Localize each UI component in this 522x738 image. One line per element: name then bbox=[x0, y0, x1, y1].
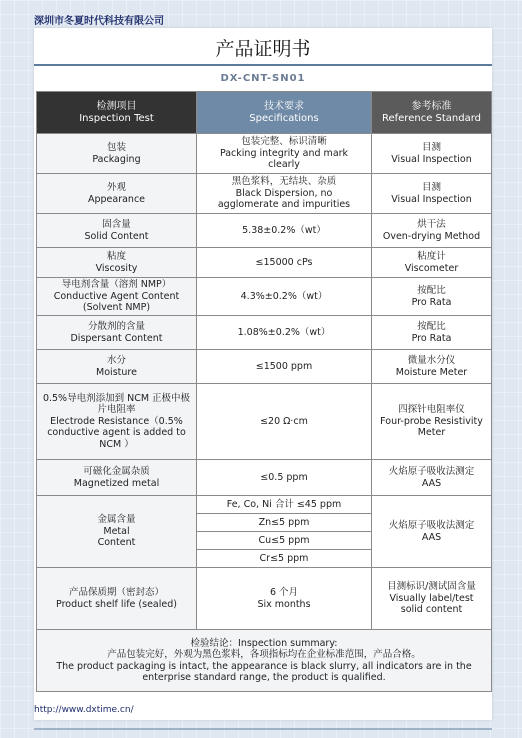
metal-ref-cell bbox=[372, 496, 492, 568]
reference-line: 四探针电阻率仪 bbox=[398, 404, 465, 416]
header-specifications bbox=[197, 92, 372, 134]
item-name-en: Solid Content bbox=[84, 230, 149, 242]
website-link[interactable]: http://www.dxtime.cn/ bbox=[34, 705, 134, 715]
reference-line: Viscometer bbox=[404, 262, 459, 274]
metal-item-en1: Metal bbox=[103, 525, 130, 537]
specification-cell bbox=[197, 316, 372, 350]
table-row bbox=[37, 316, 492, 350]
specification-line: ≤15000 cPs bbox=[255, 256, 313, 268]
shelf-item-cell bbox=[37, 568, 197, 630]
reference-line: AAS bbox=[421, 477, 442, 489]
document-title: 产品证明书 bbox=[215, 38, 311, 60]
shelf-ref-line: 目测标识/测试固含量 bbox=[387, 581, 476, 593]
inspection-item-cell bbox=[37, 134, 197, 174]
item-name-cn: 分散剂的含量 bbox=[87, 321, 145, 333]
specification-cell bbox=[197, 214, 372, 248]
reference-line: 火焰原子吸收法测定 bbox=[388, 466, 475, 478]
reference-cell bbox=[372, 174, 492, 214]
metal-item-cn: 金属含量 bbox=[97, 514, 136, 526]
reference-line: 按配比 bbox=[417, 285, 446, 297]
metal-sub-spec: Fe, Co, Ni 合计 ≤45 ppm bbox=[197, 496, 372, 514]
reference-line: Visual Inspection bbox=[391, 153, 472, 165]
item-name-en: Dispersant Content bbox=[70, 332, 163, 344]
reference-cell bbox=[372, 384, 492, 460]
metal-sub-spec: Cu≤5 ppm bbox=[197, 532, 372, 550]
specification-line: 包装完整、标识清晰 bbox=[241, 136, 327, 148]
inspection-item-cell bbox=[37, 248, 197, 278]
item-name-en: Magnetized metal bbox=[73, 477, 160, 489]
shelf-spec-cn: 6 个月 bbox=[269, 587, 299, 599]
table-row bbox=[37, 460, 492, 496]
specification-line: ≤20 Ω·cm bbox=[260, 415, 308, 427]
metal-item-en2: Content bbox=[97, 537, 136, 549]
item-name-cn: 固含量 bbox=[102, 219, 131, 231]
specification-cell bbox=[197, 278, 372, 316]
item-name-en: Conductive Agent Content (Solvent NMP) bbox=[53, 290, 180, 314]
item-name-cn: 可磁化金属杂质 bbox=[83, 466, 150, 478]
specification-line: agglomerate and impurities bbox=[217, 199, 351, 211]
specification-line: 1.08%±0.2%（wt） bbox=[237, 326, 331, 338]
specification-table bbox=[36, 91, 492, 692]
item-name-cn: 导电剂含量（溶剂 NMP） bbox=[61, 279, 172, 291]
reference-cell bbox=[372, 460, 492, 496]
specification-line: Packing integrity and mark bbox=[219, 147, 349, 159]
reference-line: 目测 bbox=[421, 142, 441, 154]
specification-cell bbox=[197, 174, 372, 214]
reference-line: Oven-drying Method bbox=[382, 230, 481, 242]
inspection-item-cell bbox=[37, 278, 197, 316]
table-row-shelf-life bbox=[37, 568, 492, 630]
table-row bbox=[37, 214, 492, 248]
title-divider bbox=[34, 64, 492, 66]
reference-line: Four-probe Resistivity bbox=[380, 415, 483, 427]
metal-item-cell bbox=[37, 496, 197, 568]
metal-ref-en: AAS bbox=[421, 531, 442, 543]
table-row bbox=[37, 384, 492, 460]
shelf-ref-line: Visually label/test bbox=[389, 592, 474, 604]
specification-line: clearly bbox=[268, 159, 300, 171]
item-name-cn: 0.5%导电剂添加到 NCM 正极中极片电阻率 bbox=[42, 393, 191, 416]
specification-cell bbox=[197, 248, 372, 278]
table-header-row bbox=[37, 92, 492, 134]
specification-line: ≤0.5 ppm bbox=[260, 471, 308, 483]
table-row bbox=[37, 248, 492, 278]
reference-line: Moisture Meter bbox=[395, 366, 468, 378]
table-row-summary bbox=[37, 630, 492, 692]
header-reference-standard bbox=[372, 92, 492, 134]
reference-line: 按配比 bbox=[417, 321, 446, 333]
header-inspection-test bbox=[37, 92, 197, 134]
shelf-item-cn: 产品保质期（密封态） bbox=[68, 587, 164, 599]
item-name-cn: 包装 bbox=[106, 142, 126, 154]
metal-ref-cn: 火焰原子吸收法测定 bbox=[388, 520, 475, 532]
inspection-item-cell bbox=[37, 460, 197, 496]
specification-line: ≤1500 ppm bbox=[255, 360, 313, 372]
item-name-cn: 粘度 bbox=[106, 251, 126, 263]
item-name-en: Viscosity bbox=[95, 262, 138, 274]
table-row bbox=[37, 350, 492, 384]
specification-line: Black Dispersion, no bbox=[235, 187, 333, 199]
reference-cell bbox=[372, 214, 492, 248]
item-name-en: Electrode Resistance（0.5% conductive agent is added to NCM ） bbox=[47, 415, 186, 450]
shelf-ref-cell bbox=[372, 568, 492, 630]
shelf-spec-en: Six months bbox=[257, 598, 311, 610]
specification-cell bbox=[197, 350, 372, 384]
header-test-cn: 检测项目 bbox=[96, 100, 137, 112]
reference-line: 目测 bbox=[421, 182, 441, 194]
item-name-cn: 水分 bbox=[106, 355, 126, 367]
inspection-summary bbox=[37, 630, 492, 692]
table-row-metal bbox=[37, 496, 492, 514]
reference-cell bbox=[372, 316, 492, 350]
inspection-item-cell bbox=[37, 316, 197, 350]
shelf-ref-line: solid content bbox=[400, 604, 463, 616]
item-name-en: Packaging bbox=[92, 153, 141, 165]
reference-cell bbox=[372, 350, 492, 384]
specification-line: 5.38±0.2%（wt） bbox=[242, 224, 326, 236]
specification-line: 黑色浆料，无结块、杂质 bbox=[231, 176, 337, 188]
inspection-item-cell bbox=[37, 214, 197, 248]
reference-line: Pro Rata bbox=[411, 296, 452, 308]
product-code: DX-CNT-SN01 bbox=[220, 73, 306, 84]
metal-sub-spec: Cr≤5 ppm bbox=[197, 550, 372, 568]
inspection-item-cell bbox=[37, 350, 197, 384]
summary-en: The product packaging is intact, the appearance is black slurry, all indicators are in the enterprise standard range, the product is qualified. bbox=[56, 660, 472, 683]
header-spec-cn: 技术要求 bbox=[264, 100, 304, 112]
summary-label: 检验结论：Inspection summary: bbox=[190, 637, 338, 649]
reference-line: 粘度计 bbox=[417, 251, 446, 263]
specification-cell bbox=[197, 134, 372, 174]
summary-cn: 产品包装完好，外观为黑色浆料，各项指标均在企业标准范围，产品合格。 bbox=[107, 649, 421, 661]
specification-line: 4.3%±0.2%（wt） bbox=[240, 290, 328, 302]
metal-sub-spec: Zn≤5 ppm bbox=[197, 514, 372, 532]
header-ref-en: Reference Standard bbox=[381, 112, 482, 124]
company-name: 深圳市冬夏时代科技有限公司 bbox=[34, 16, 164, 27]
header-ref-cn: 参考标准 bbox=[411, 100, 452, 112]
shelf-spec-cell bbox=[197, 568, 372, 630]
reference-cell bbox=[372, 134, 492, 174]
item-name-en: Appearance bbox=[87, 193, 146, 205]
reference-cell bbox=[372, 248, 492, 278]
reference-line: 微量水分仪 bbox=[407, 355, 456, 367]
inspection-item-cell bbox=[37, 174, 197, 214]
header-spec-en: Specifications bbox=[249, 112, 319, 124]
reference-line: 烘干法 bbox=[417, 219, 446, 231]
item-name-en: Moisture bbox=[96, 366, 137, 378]
specification-cell bbox=[197, 384, 372, 460]
table-row bbox=[37, 174, 492, 214]
table-row bbox=[37, 134, 492, 174]
shelf-item-en: Product shelf life (sealed) bbox=[56, 598, 177, 610]
reference-line: Pro Rata bbox=[411, 332, 452, 344]
table-row bbox=[37, 278, 492, 316]
bottom-bar bbox=[34, 728, 492, 730]
reference-line: Visual Inspection bbox=[391, 193, 472, 205]
reference-cell bbox=[372, 278, 492, 316]
certificate-sheet bbox=[34, 28, 492, 720]
header-test-en: Inspection Test bbox=[79, 112, 154, 124]
specification-cell bbox=[197, 460, 372, 496]
inspection-item-cell bbox=[37, 384, 197, 460]
item-name-cn: 外观 bbox=[106, 182, 126, 194]
reference-line: Meter bbox=[417, 427, 446, 439]
